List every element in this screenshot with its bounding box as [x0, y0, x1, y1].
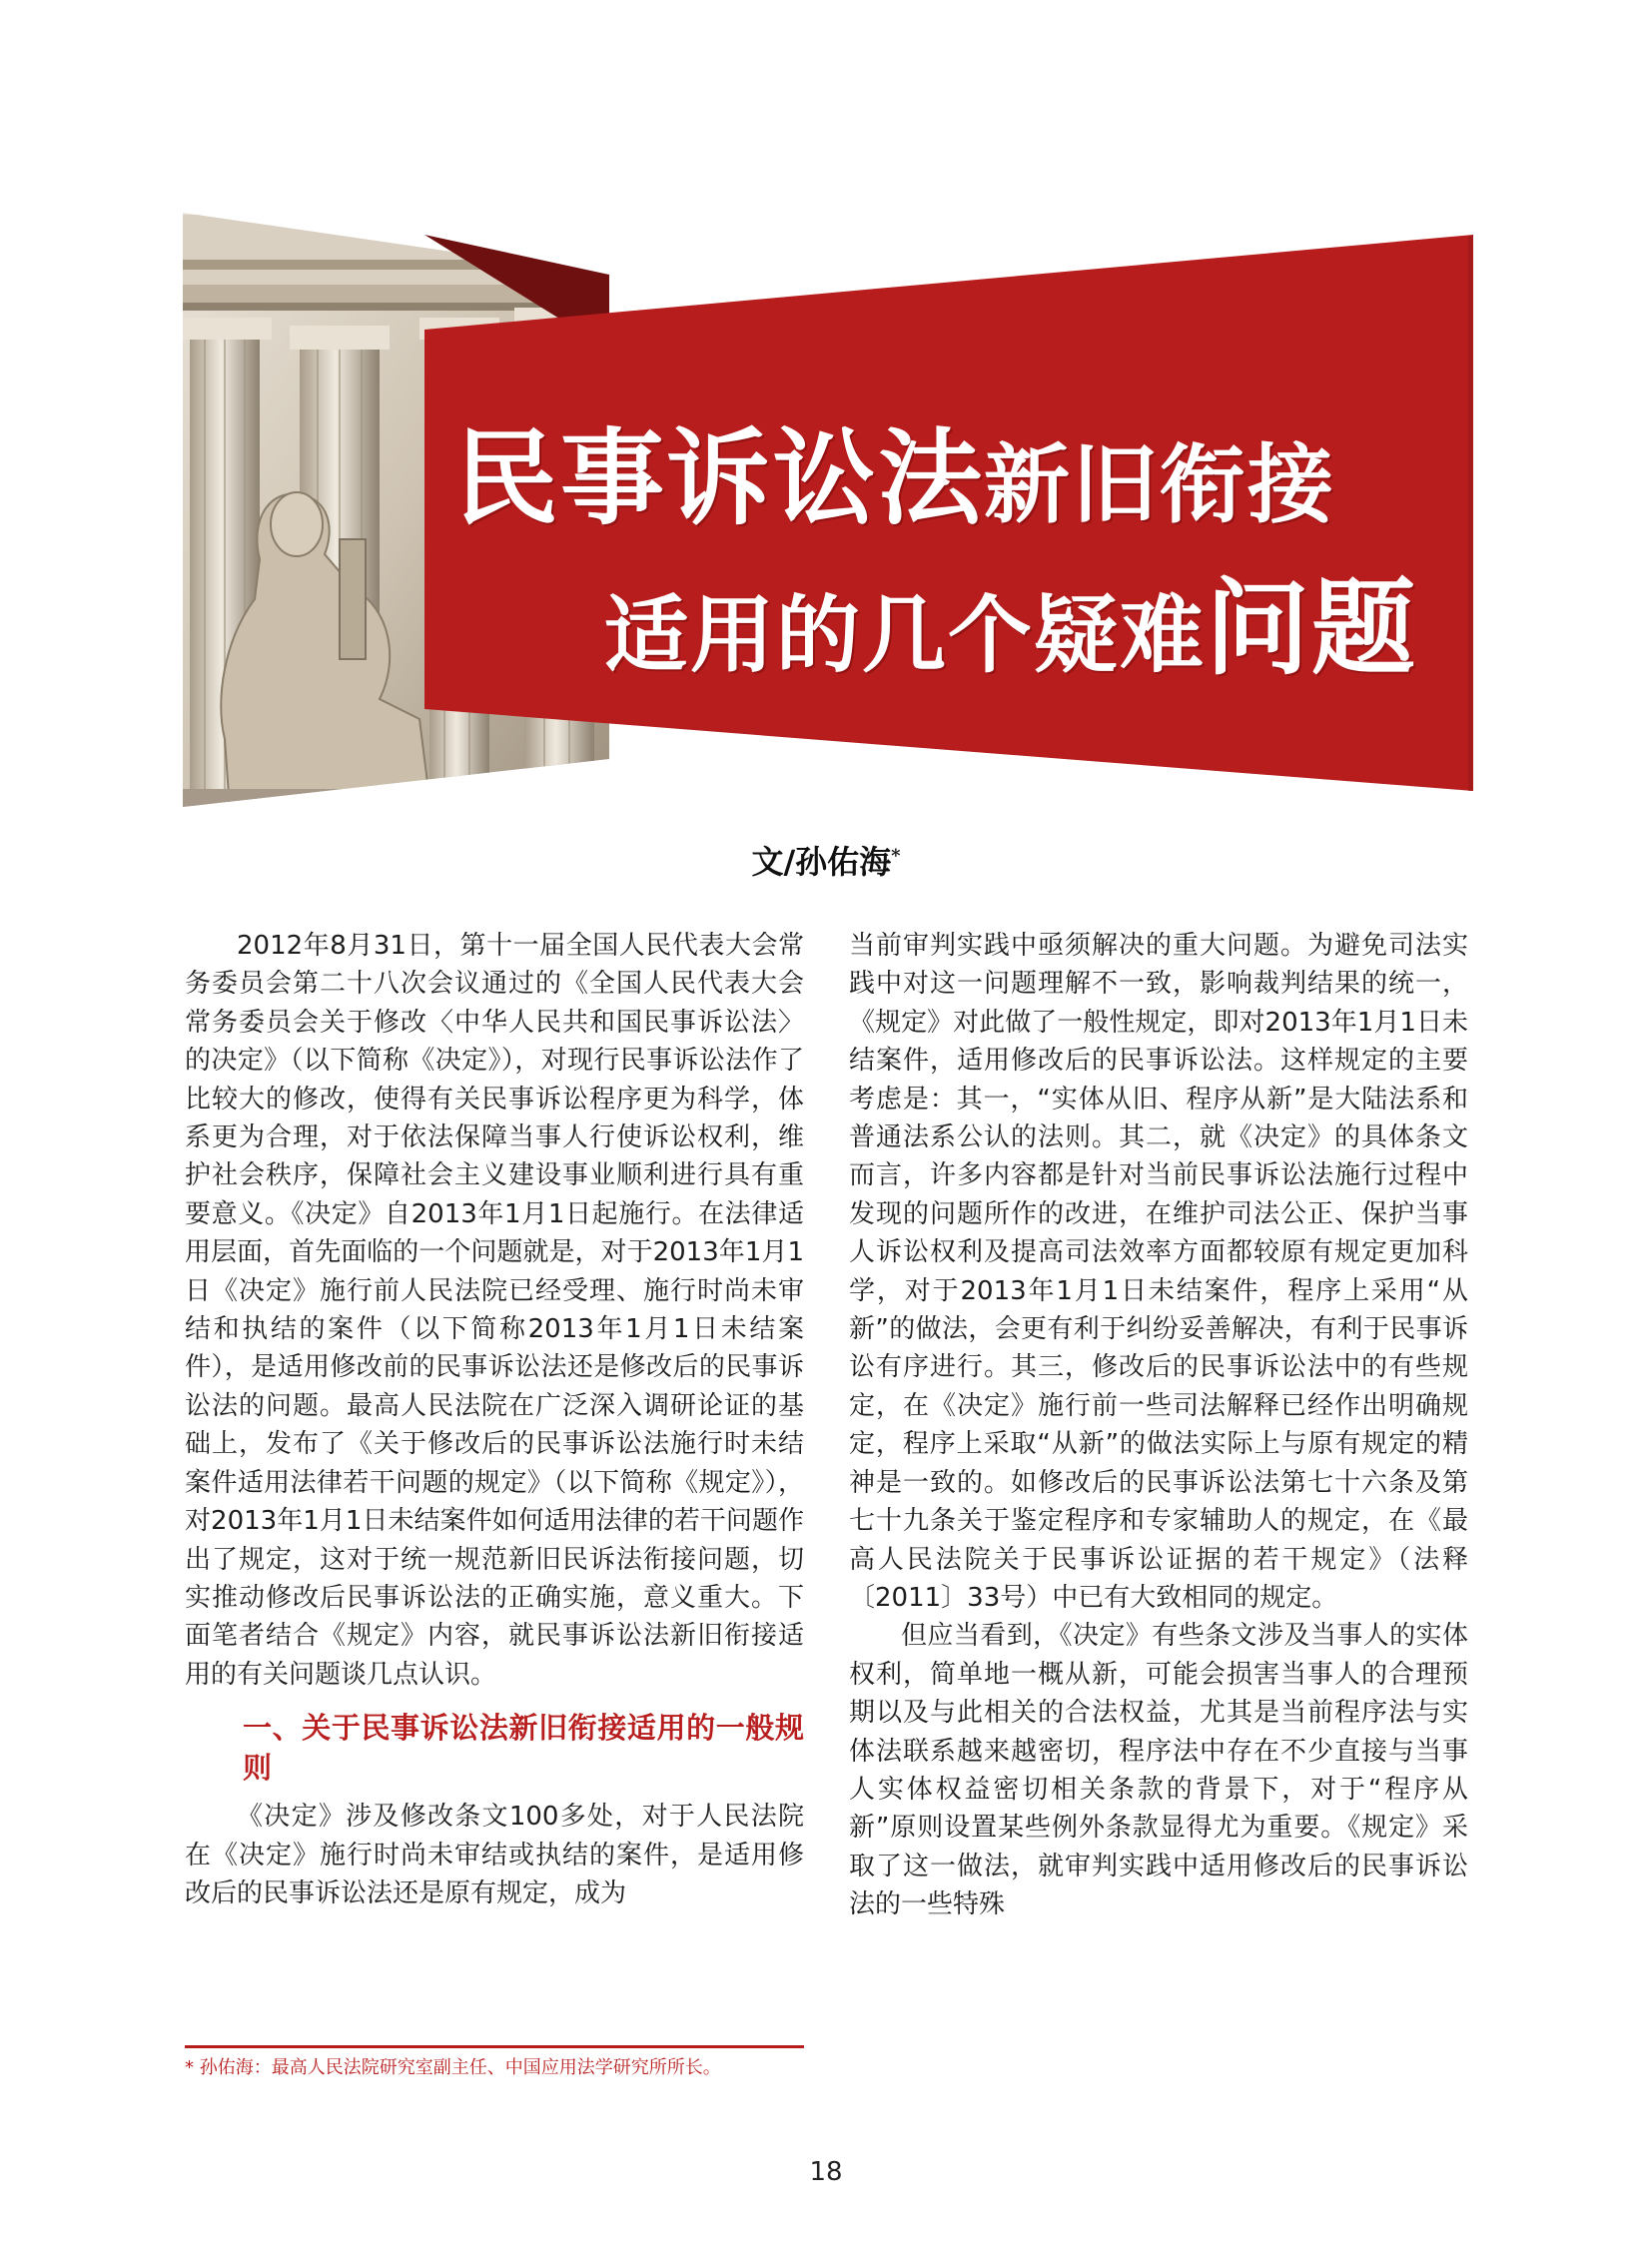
- title-line-2: [604, 544, 1417, 694]
- title-line-1-part-b: 新旧衔接: [984, 435, 1336, 535]
- footnote-divider: [185, 2045, 804, 2048]
- footnote: * 孙佑海：最高人民法院研究室副主任、中国应用法学研究所所长。: [185, 2057, 721, 2078]
- left-column: [185, 927, 804, 1912]
- intro-paragraph: 2012年8月31日，第十一届全国人民代表大会常务委员会第二十八次会议通过的《全国人民代表大会常务委员会关于修改〈中华人民共和国民事诉讼法〉的决定》（以下简称《决定》），对现行民事诉讼法作了比较大的修改，使得有关民事诉讼程序更为科学，体系更为合理，对于依法保障当事人行使诉讼权利，维护社会秩序，保障社会主义建设事业顺利进行具有重要意义。《决定》自2013年1月1日起施行。在法律适用层面，首先面临的一个问题就是，对于2013年1月1日《决定》施行前人民法院已经受理、施行时尚未审结和执结的案件（以下简称2013年1月1日未结案件），是适用修改前的民事诉讼法还是修改后的民事诉讼法的问题。最高人民法院在广泛深入调研论证的基础上，发布了《关于修改后的民事诉讼法施行时未结案件适用法律若干问题的规定》（以下简称《规定》），对2013年1月1日未结案件如何适用法律的若干问题作出了规定，这对于统一规范新旧民诉法衔接问题，切实推动修改后民事诉讼法的正确实施，意义重大。下面笔者结合《规定》内容，就民事诉讼法新旧衔接适用的有关问题谈几点认识。: [185, 931, 804, 1690]
- author-note-mark: *: [891, 845, 901, 867]
- exception-paragraph: 但应当看到，《决定》有些条文涉及当事人的实体权利，简单地一概从新，可能会损害当事人的合理预期以及与此相关的合法权益，尤其是当前程序法与实体法联系越来越密切，程序法中存在不少直接与当事人实体权益密切相关条款的背景下，对于“程序从新”原则设置某些例外条款显得尤为重要。《规定》采取了这一做法，就审判实践中适用修改后的民事诉讼法的一些特殊: [849, 1621, 1468, 1920]
- title-line-2-part-a: 适用的几个疑难: [604, 586, 1207, 684]
- section-heading: 一、关于民事诉讼法新旧衔接适用的一般规则: [243, 1711, 804, 1786]
- continued-paragraph: 当前审判实践中亟须解决的重大问题。为避免司法实践中对这一问题理解不一致，影响裁判结果的统一，《规定》对此做了一般性规定，即对2013年1月1日未结案件，适用修改后的民事诉讼法。这样规定的主要考虑是：其一，“实体从旧、程序从新”是大陆法系和普通法系公认的法则。其二，就《决定》的具体条文而言，许多内容都是针对当前民事诉讼法施行过程中发现的问题所作的改进，在维护司法公正、保护当事人诉讼权利及提高司法效率方面都较原有规定更加科学，对于2013年1月1日未结案件，程序上采用“从新”的做法，会更有利于纠纷妥善解决，有利于民事诉讼有序进行。其三，修改后的民事诉讼法中的有些规定，在《决定》施行前一些司法解释已经作出明确规定，程序上采取“从新”的做法实际上与原有规定的精神是一致的。如修改后的民事诉讼法第七十六条及第七十九条关于鉴定程序和专家辅助人的规定，在《最高人民法院关于民事诉讼证据的若干规定》（法释〔2011〕33号）中已有大致相同的规定。: [849, 931, 1468, 1613]
- title-line-1: [454, 394, 1335, 544]
- right-column: [849, 927, 1468, 1924]
- author-byline: [0, 837, 1652, 883]
- author-name: 文/孙佑海: [751, 843, 892, 881]
- title-line-1-part-a: 民事诉讼法: [454, 417, 985, 539]
- section-paragraph: 《决定》涉及修改条文100多处，对于人民法院在《决定》施行时尚未审结或执结的案件，是适用修改后的民事诉讼法还是原有规定，成为: [185, 1802, 804, 1908]
- title-banner: [0, 0, 1652, 819]
- title-line-2-part-b: 问题: [1206, 567, 1418, 689]
- page-number: 18: [809, 2157, 843, 2187]
